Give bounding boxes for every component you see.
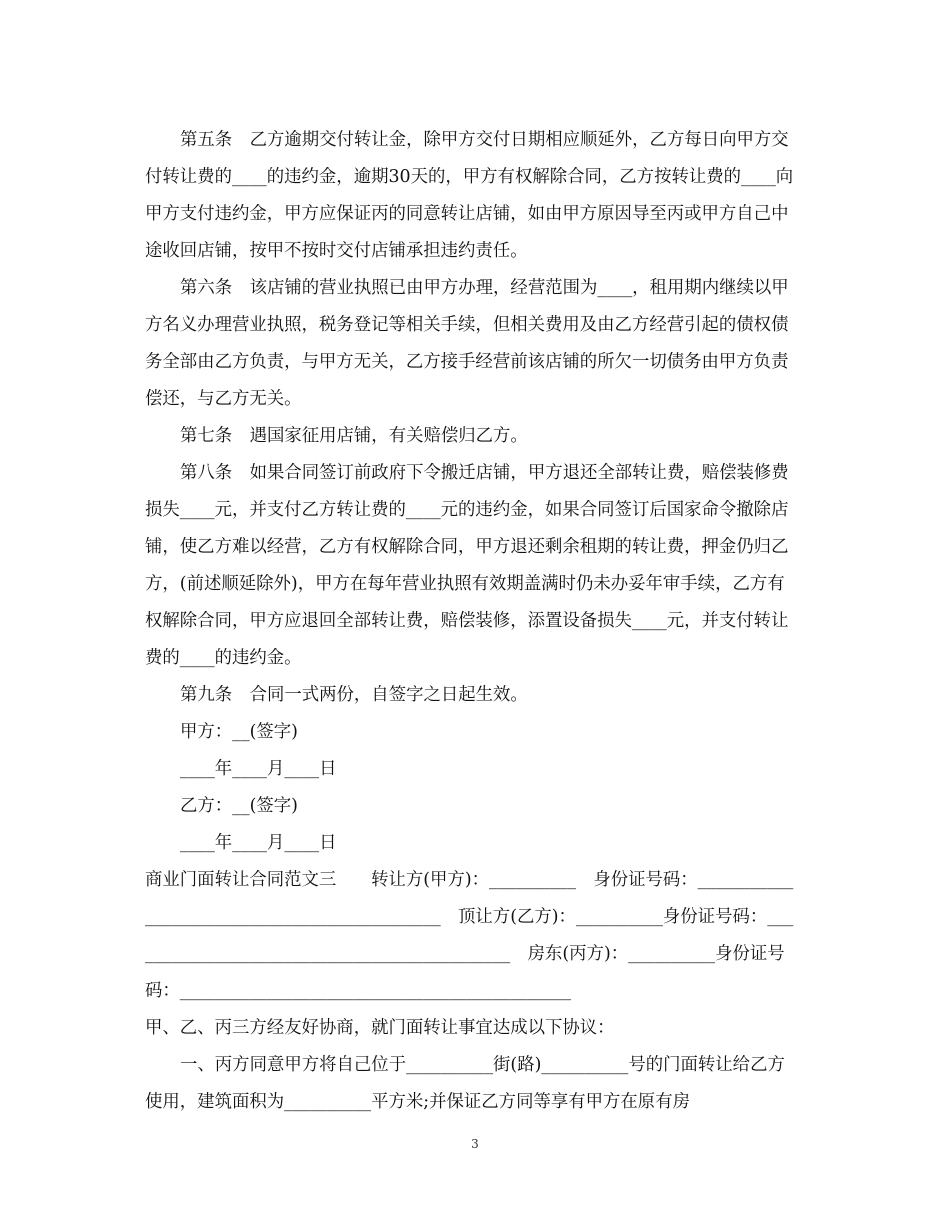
contract-intro: 甲、乙、丙三方经友好协商，就门面转让事宜达成以下协议： xyxy=(145,1018,615,1038)
contract-heading-parties: 商业门面转让合同范文三 转让方(甲方)：__________ 身份证号码：_____________________________________________ 顶让方(乙方)：__________身份证号码：_____________________________________________ 房东(丙方)：__________身份证号码：_____________________________________________ xyxy=(145,870,794,1001)
signature-date-a: ____年____月____日 xyxy=(180,759,337,779)
page-number: 3 xyxy=(471,1137,479,1151)
clause-one: 一、丙方同意甲方将自己位于__________街(路)__________号的门面转让给乙方使用，建筑面积为__________平方米;并保证乙方同等享有甲方在原有房 xyxy=(145,1055,785,1112)
clause-7: 第七条 遇国家征用店铺，有关赔偿归乙方。 xyxy=(180,426,528,446)
clause-8: 第八条 如果合同签订前政府下令搬迁店铺，甲方退还全部转让费，赔偿装修费损失____元，并支付乙方转让费的____元的违约金，如果合同签订后国家命令撤除店铺，使乙方难以经营，乙方有权解除合同，甲方退还剩余租期的转让费，押金仍归乙方，(前述顺延除外)，甲方在每年营业执照有效期盖满时仍未办妥年审手续，乙方有权解除合同，甲方应退回全部转让费，赔偿装修，添置设备损失____元，并支付转让费的____的违约金。 xyxy=(145,463,789,668)
signature-date-b: ____年____月____日 xyxy=(180,833,337,853)
signature-party-a: 甲方：__(签字) xyxy=(180,722,298,742)
clause-5: 第五条 乙方逾期交付转让金，除甲方交付日期相应顺延外，乙方每日向甲方交付转让费的____的违约金，逾期30天的，甲方有权解除合同，乙方按转让费的____向甲方支付违约金，甲方应保证丙的同意转让店铺，如由甲方原因导至丙或甲方自己中途收回店铺，按甲不按时交付店铺承担违约责任。 xyxy=(145,130,794,261)
clause-9: 第九条 合同一式两份，自签字之日起生效。 xyxy=(180,685,528,705)
signature-party-b: 乙方：__(签字) xyxy=(180,796,298,816)
clause-6: 第六条 该店铺的营业执照已由甲方办理，经营范围为____，租用期内继续以甲方名义办理营业执照，税务登记等相关手续，但相关费用及由乙方经营引起的债权债务全部由乙方负责，与甲方无关，乙方接手经营前该店铺的所欠一切债务由甲方负责偿还，与乙方无关。 xyxy=(145,278,789,409)
document-body xyxy=(145,122,795,1121)
